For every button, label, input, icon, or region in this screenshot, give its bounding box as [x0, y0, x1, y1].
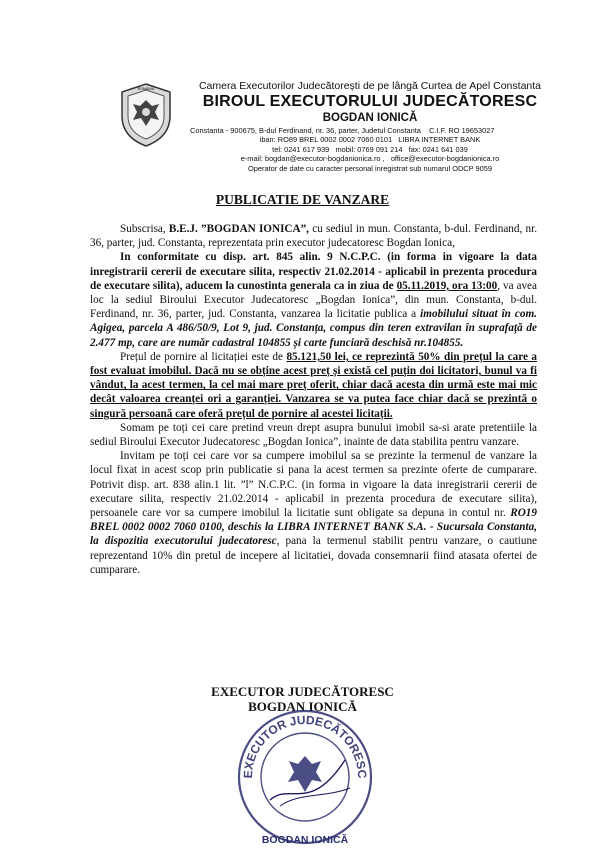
executor-union-logo — [117, 82, 175, 148]
stamp-bottom-label: BOGDAN IONICĂ — [261, 834, 349, 846]
office-address: Constanta - 900675, B-dul Ferdinand, nr. 36, parter, Judetul Constanta — [190, 126, 421, 135]
office-fax: fax: 0241 641 039 — [408, 144, 468, 154]
signature-name: BOGDAN IONICĂ — [248, 699, 357, 714]
office-iban: iban: RO89 BREL 0002 0002 7060 0101 — [259, 135, 393, 145]
paragraph-starting-price: Prețul de pornire al licitației este de 85.121,50 lei, ce reprezintă 50% din prețul la care a fost evaluat imobilul. Dacă nu se obține acest preț și există cel puțin doi licitatori, bunul va fi vândut, la acest termen, la cel mai mare preț oferit, chiar dacă acesta din urmă este mai mic decât valoarea creanței ori a garanției. Vanzarea se va putea face chiar dacă se prezintă o singură persoană care oferă prețul de pornire al acestei licitații. — [90, 350, 537, 420]
letterhead — [190, 80, 550, 173]
office-bank: LIBRA INTERNET BANK — [398, 135, 481, 145]
paragraph-auction-notice: In conformitate cu disp. art. 845 alin. 9 N.C.P.C. (in forma in vigoare la data inregistrarii cererii de executare silita, respectiv 21.02.2014 - aplicabil in prezenta procedura de executare silita), aducem la cunostinta generala ca in ziua de 05.11.2019, ora 13:00, va avea loc la sediul Biroului Executor Judecatoresc „Bogdan Ionica”, din mun. Constanta, b-dul. Ferdinand, nr. 36, parter, jud. Constanta, vanzarea la licitatie publica a imobilului situat în com. Agigea, parcela A 486/50/9, Lot 9, jud. Constanța, compus din teren extravilan în suprafață de 2.477 mp, care are număr cadastral 104855 și carte funciară deschisă nr.104855. — [90, 251, 537, 349]
signature-role: EXECUTOR JUDECĂTORESC — [211, 684, 394, 699]
data-operator-note: Operator de date cu caracter personal inregistrat sub numarul ODCP 9059 — [248, 163, 492, 173]
auction-date: 05.11.2019, ora 13:00 — [396, 279, 498, 292]
logo-top-text: ROMÂNIA — [137, 87, 155, 91]
office-name: BIROUL EXECUTORULUI JUDECĂTORESC — [202, 93, 538, 110]
document-title: PUBLICATIE DE VANZARE — [215, 192, 390, 207]
office-email: e-mail: bogdan@executor-bogdanionica.ro , — [240, 154, 385, 164]
starting-price-terms: 85.121,50 lei, ce reprezintă 50% din prețul la care a fost evaluat imobilul. Dacă nu se obține acest preț și există cel puțin doi licitatori, bunul va fi vândut, la acest termen, la cel mai mare preț oferit, chiar dacă acesta din urmă este mai mic decât valoarea creanței ori a garanției. Vanzarea se va putea face chiar dacă se prezintă o singură persoană care oferă prețul de pornire al acestei licitații. — [90, 350, 537, 420]
bank-account-details: RO19 BREL 0002 0002 7060 0100, deschis la LIBRA INTERNET BANK S.A. - Sucursala Constanta, la dispozitia executorului judecatoresc — [90, 507, 537, 548]
stamp-coat-of-arms-icon — [288, 756, 322, 792]
document-body — [90, 222, 537, 577]
office-mobil: mobil: 0769 091 214 — [335, 144, 403, 154]
paragraph-intro: Subscrisa, B.E.J. ”BOGDAN IONICA”, cu sediul in mun. Constanta, b-dul. Ferdinand, nr. 36, parter, jud. Constanta, reprezentata prin executor judecatoresc Bogdan Ionica, — [90, 223, 537, 250]
paragraph-summons: Somam pe toți cei care pretind vreun drept asupra bunului imobil sa-si arate pretentiile la sediul Biroului Executor Judecatoresc „Bogdan Ionica”, inainte de data stabilita pentru vanzare. — [90, 421, 537, 449]
stamp-outer-text: EXECUTOR JUDECĂTORESC — [240, 712, 370, 779]
office-tel: tel: 0241 617 939 — [272, 144, 330, 154]
executor-name: BOGDAN IONICĂ — [322, 112, 418, 124]
property-description: imobilului situat în com. Agigea, parcela A 486/50/9, Lot 9, jud. Constanța, compus din teren extravilan în suprafață de 2.477 mp, care are număr cadastral 104855 și carte funciară deschisă nr.104855. — [90, 308, 537, 349]
office-cif: C.I.F. RO 19653027 — [429, 126, 495, 135]
chamber-name: Camera Executorilor Judecătorești de pe lângă Curtea de Apel Constanta — [198, 80, 542, 92]
official-stamp — [230, 702, 380, 852]
office-email-2: office@executor-bogdanionica.ro — [390, 154, 500, 164]
paragraph-invitation: Invitam pe toți cei care vor sa cumpere imobilul sa se prezinte la termenul de vanzare la locul fixat in acest scop prin publicatie si pana la acest termen sa prezinte oferte de cumparare. Potrivit disp. art. 838 alin.1 lit. ”l” N.C.P.C. (in forma in vigoare la data inregistrarii cererii de executare silita, respectiv 21.02.2014 - aplicabil in prezenta procedura de executare silita), persoanele care vor sa cumpere imobilul la licitatie sunt obligate sa depuna in contul nr. RO19 BREL 0002 0002 7060 0100, deschis la LIBRA INTERNET BANK S.A. - Sucursala Constanta, la dispozitia executorului judecatoresc, pana la termenul stabilit pentru vanzare, o cautiune reprezentand 10% din pretul de incepere al licitatiei, dovada consemnarii fiind atasata ofertei de cumparare. — [90, 450, 537, 576]
